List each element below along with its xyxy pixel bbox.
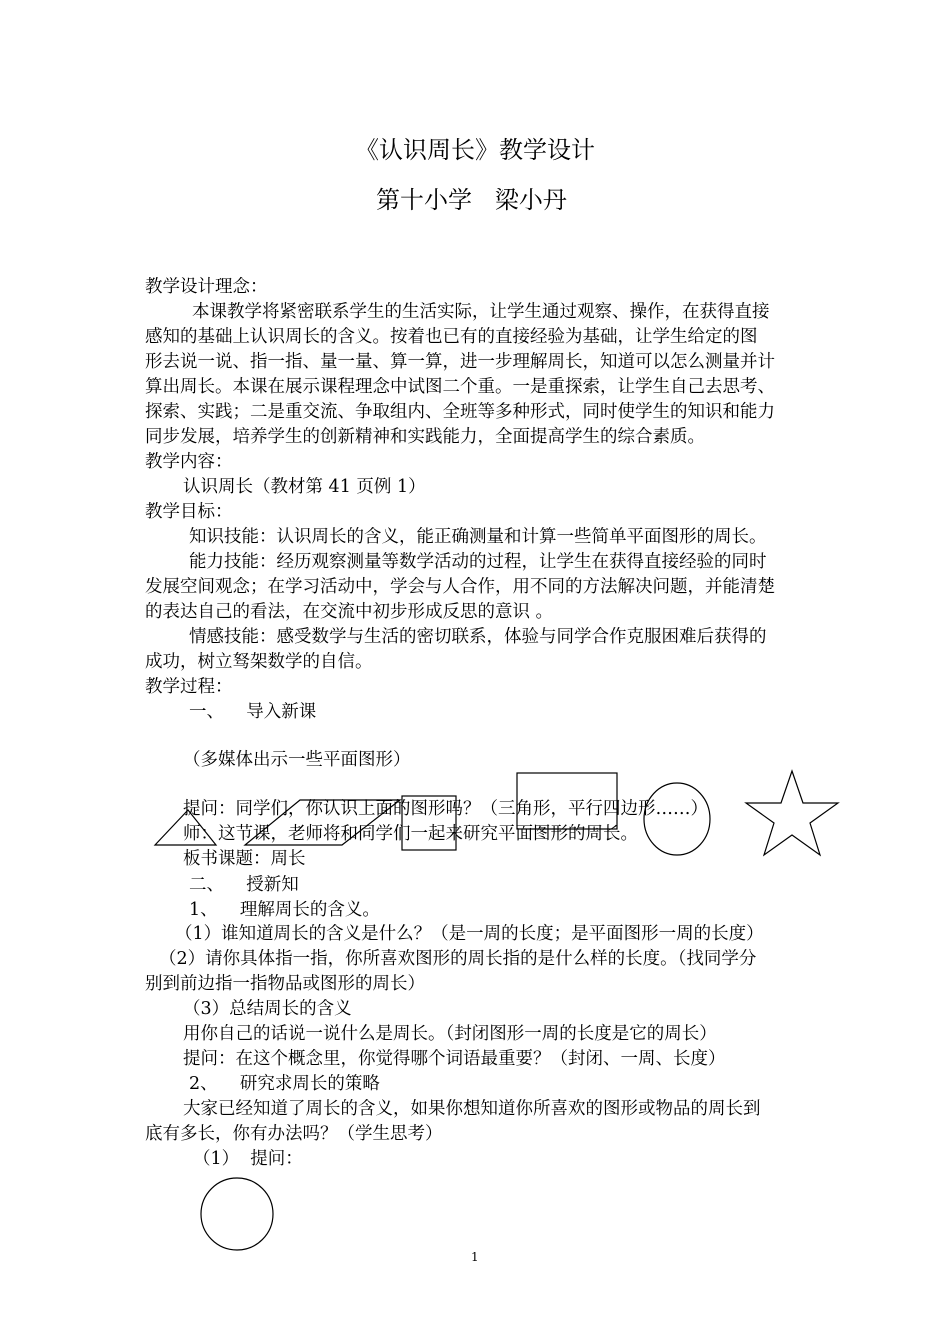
question-item: （2）请你具体指一指，你所喜欢图形的周长指的是什么样的长度。（找同学分 (159, 949, 757, 969)
idea-heading: 教学设计理念： (145, 277, 268, 297)
teacher-line: 师：这节课，老师将和同学们一起来研究平面图形的周长。 (183, 824, 638, 844)
square-shape (402, 796, 456, 850)
question-item: （1）谁知道周长的含义是什么？（是一周的长度；是平面图形一周的长度） (175, 924, 764, 944)
goal-line: 成功，树立驽架数学的自信。 (145, 652, 373, 672)
body-line: 用你自己的话说一说什么是周长。（封闭图形一周的长度是它的周长） (183, 1024, 717, 1044)
body-line: 底有多长，你有办法吗？（学生思考） (145, 1124, 443, 1144)
multimedia-note: （多媒体出示一些平面图形） (183, 750, 411, 770)
circle-shape (644, 783, 710, 855)
body-line: 提问：在这个概念里，你觉得哪个词语最重要？（封闭、一周、长度） (183, 1049, 726, 1069)
goal-line: 发展空间观念；在学习活动中，学会与人合作，用不同的方法解决问题，并能清楚 (145, 577, 775, 597)
doc-author: 第十小学 梁小丹 (376, 186, 567, 214)
board-line: 板书课题：周长 (183, 849, 306, 869)
goal-heading: 教学目标： (145, 502, 233, 522)
goal-line: 的表达自己的看法，在交流中初步形成反思的意识 。 (145, 602, 554, 622)
question-item: （1） 提问： (193, 1149, 303, 1169)
question-line: 提问：同学们，你认识上面的图形吗？（三角形，平行四边形……） (183, 799, 708, 819)
idea-line: 探索、实践；二是重交流、争取组内、全班等多种形式，同时使学生的知识和能力 (145, 402, 775, 422)
body-line: 大家已经知道了周长的含义，如果你想知道你所喜欢的图形或物品的周长到 (183, 1099, 761, 1119)
question-item: （3）总结周长的含义 (183, 999, 352, 1019)
goal-line: 能力技能：经历观察测量等数学活动的过程，让学生在获得直接经验的同时 (189, 552, 767, 572)
page-number: 1 (471, 1250, 479, 1264)
rectangle-shape (517, 773, 617, 829)
doc-title: 《认识周长》教学设计 (355, 136, 595, 164)
sub-heading: 2、 研究求周长的策略 (189, 1074, 380, 1094)
triangle-shape (155, 810, 216, 845)
idea-line: 感知的基础上认识周长的含义。按着也已有的直接经验为基础，让学生给定的图 (145, 327, 758, 347)
goal-line: 情感技能：感受数学与生活的密切联系，体验与同学合作克服困难后获得的 (189, 627, 767, 647)
idea-line: 算出周长。本课在展示课程理念中试图二个重。一是重探索，让学生自己去思考、 (145, 377, 775, 397)
process-heading: 教学过程： (145, 677, 233, 697)
circle-figure (201, 1178, 273, 1250)
step-heading: 一、 导入新课 (189, 702, 317, 722)
idea-line: 本课教学将紧密联系学生的生活实际，让学生通过观察、操作，在获得直接 (192, 302, 770, 322)
parallelogram-shape (245, 800, 400, 845)
step-heading: 二、 授新知 (189, 875, 299, 895)
content-text: 认识周长（教材第 41 页例 1） (183, 477, 426, 497)
content-heading: 教学内容： (145, 452, 233, 472)
idea-line: 同步发展，培养学生的创新精神和实践能力，全面提高学生的综合素质。 (145, 427, 705, 447)
sub-heading: 1、 理解周长的含义。 (189, 900, 380, 920)
star-shape (746, 771, 838, 855)
question-item: 别到前边指一指物品或图形的周长） (145, 974, 425, 994)
idea-line: 形去说一说、指一指、量一量、算一算，进一步理解周长，知道可以怎么测量并计 (145, 352, 775, 372)
goal-line: 知识技能：认识周长的含义，能正确测量和计算一些简单平面图形的周长。 (189, 527, 767, 547)
